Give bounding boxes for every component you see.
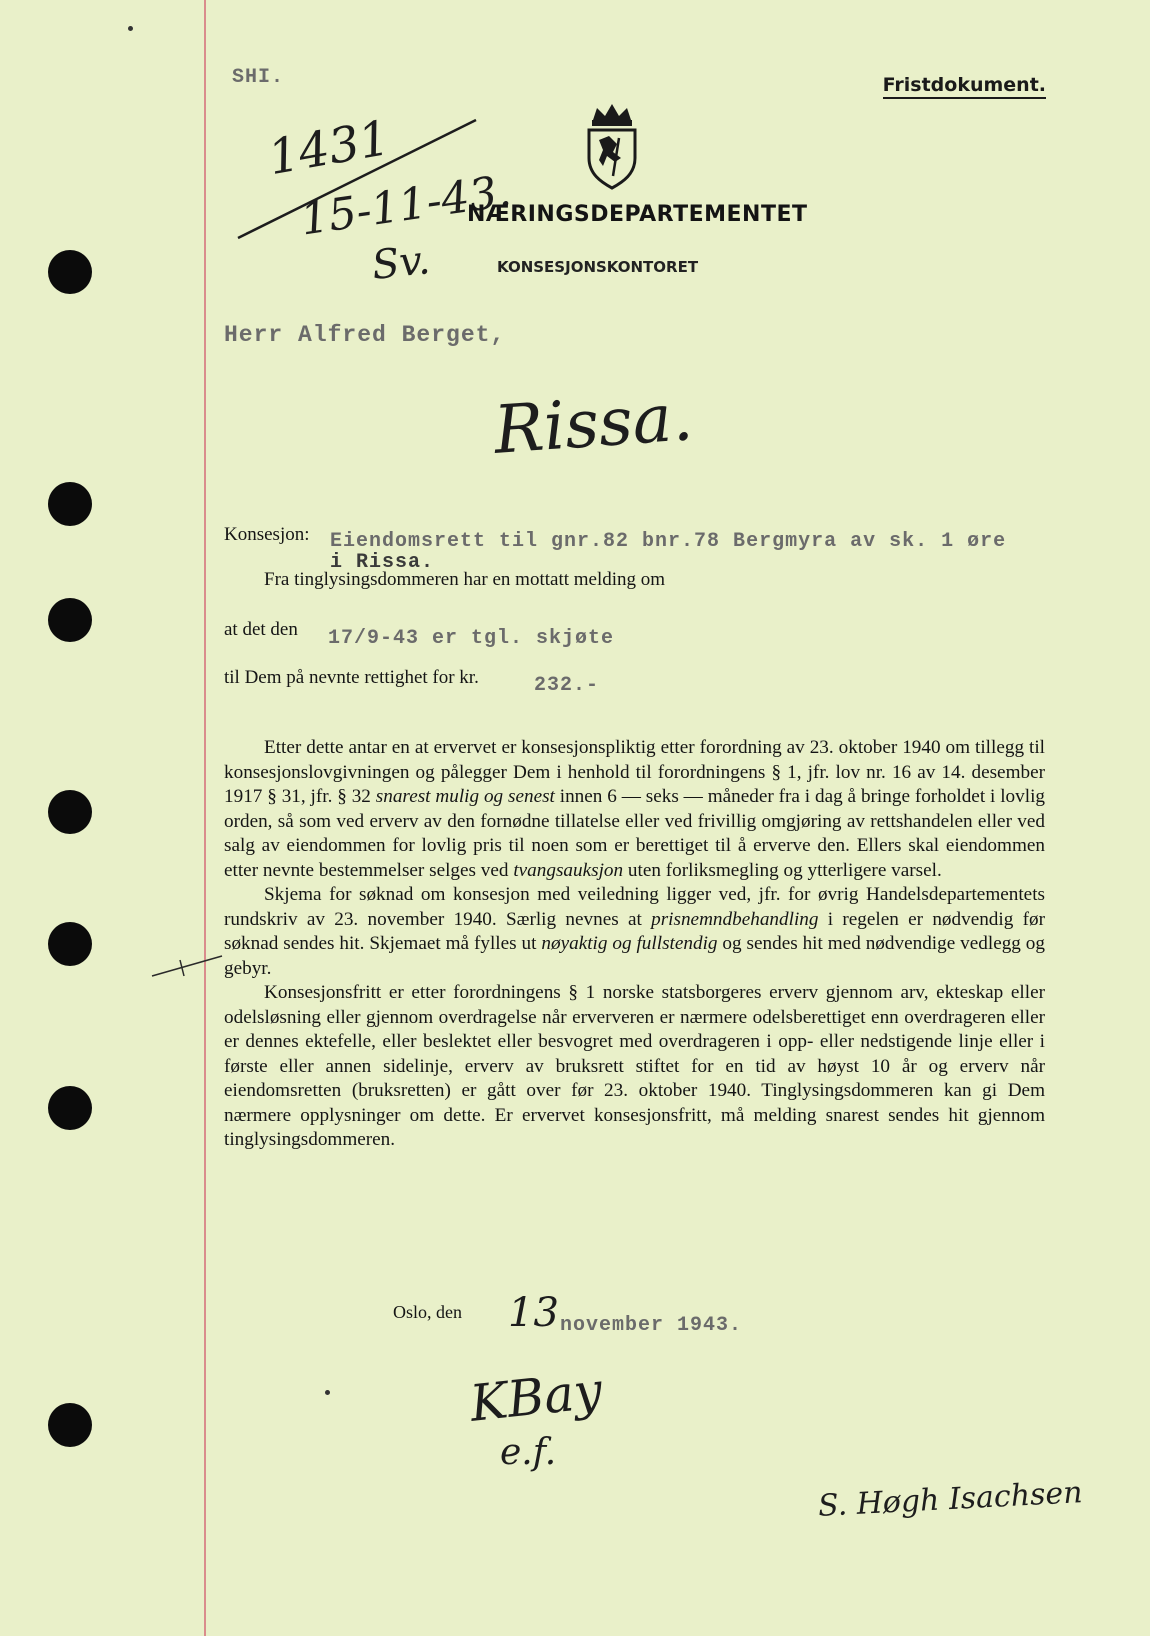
office-name: KONSESJONSKONTORET <box>497 258 699 276</box>
recipient-place-handwritten: Rissa. <box>491 378 696 469</box>
signature-secondary: S. Høgh Isachsen <box>817 1475 1084 1524</box>
handwritten-register-date: 15-11-43. <box>297 165 515 246</box>
punch-hole <box>48 482 92 526</box>
concession-value-line2: i Rissa. <box>330 551 435 574</box>
concession-label: Konsesjon: <box>224 524 310 545</box>
reference-code: SHI. <box>232 66 285 89</box>
letter-month-year: november 1943. <box>560 1314 743 1337</box>
place-label: Oslo, den <box>393 1302 462 1322</box>
document-status-label: Fristdokument. <box>883 74 1046 99</box>
margin-check-mark <box>150 950 225 980</box>
recipient-name: Herr Alfred Berget, <box>224 322 506 348</box>
coat-of-arms-icon <box>583 100 641 190</box>
punch-hole <box>48 1086 92 1130</box>
body-paragraph-2: Skjema for søknad om konsesjon med veiledning ligger ved, jfr. for øvrig Handelsdepartementets rundskriv av 23. november 1940. Særlig nevnes at prisnemndbehandling i regelen er nødvendig før søknad sendes hit. Skjemaet må fylles ut nøyaktig og fullstendig og sendes hit med nødvendige vedlegg og gebyr. <box>224 884 1045 979</box>
ink-speck <box>325 1390 330 1395</box>
body-paragraph-3: Konsesjonsfritt er etter forordningens § 1 norske statsborgeres erverv gjennom arv, ekteskap eller odelsløsning eller gjennom overdragelse når erververen er nærmere odelsberettiget enn overdrageren eller er dennes ektefelle, eller beslektet eller besvogret med overdrageren i opp- eller nedstigende linje eller i første eller annen sidelinje, erverv av bruksrett stiftet for en tid av høyst 10 år og erverv når eiendomsretten (bruksretten) er gått over før 23. oktober 1940. Tinglysingsdommeren kan gi Dem nærmere opplysninger om dette. Er ervervet konsesjonsfritt, må melding snarest sendes hit gjennom tinglysingsdommeren. <box>224 982 1045 1150</box>
signature-primary-subscript: e.f. <box>500 1432 557 1473</box>
punch-hole <box>48 790 92 834</box>
punch-hole <box>48 250 92 294</box>
handwritten-strike-line <box>230 110 480 250</box>
amount-value: 232.- <box>534 674 600 697</box>
notification-intro: Fra tinglysingsdommeren har en mottatt melding om <box>264 569 666 590</box>
department-name: NÆRINGSDEPARTEMENTET <box>467 202 808 227</box>
date-label: at det den <box>224 619 298 640</box>
punch-hole <box>48 598 92 642</box>
amount-label: til Dem på nevnte rettighet for kr. <box>224 667 479 688</box>
handwritten-register-number: 1431 <box>264 109 395 187</box>
ink-speck <box>128 26 133 31</box>
handwritten-initials: Sv. <box>369 237 433 289</box>
registration-detail: 17/9-43 er tgl. skjøte <box>328 627 615 650</box>
punch-hole <box>48 1403 92 1447</box>
punch-hole <box>48 922 92 966</box>
body-paragraph-1: Etter dette antar en at ervervet er konsesjonspliktig etter forordning av 23. oktober 1940 om tillegg til konsesjonslovgivningen og pålegger Dem i henhold til forordningens § 1, jfr. lov nr. 16 av 14. desember 1917 § 31, jfr. § 32 snarest mulig og senest innen 6 — seks — måneder fra i dag å bringe forholdet i lovlig orden, så som ved erverv av den fornødne tillatelse eller ved frivillig omgjøring av rettshandelen eller ved salg av eiendommen for lovlig pris til noen som er berettiget til å erverve den. Ellers skal eiendommen etter nevnte bestemmelser selges ved tvangsauksjon uten forliksmegling og ytterligere varsel. <box>224 737 1045 881</box>
letter-body <box>224 736 1045 1153</box>
margin-rule <box>204 0 206 1636</box>
concession-value: Eiendomsrett til gnr.82 bnr.78 Bergmyra av sk. 1 øre <box>330 530 1007 553</box>
handwritten-day: 13 <box>508 1290 559 1336</box>
signature-primary: KBay <box>467 1361 605 1433</box>
